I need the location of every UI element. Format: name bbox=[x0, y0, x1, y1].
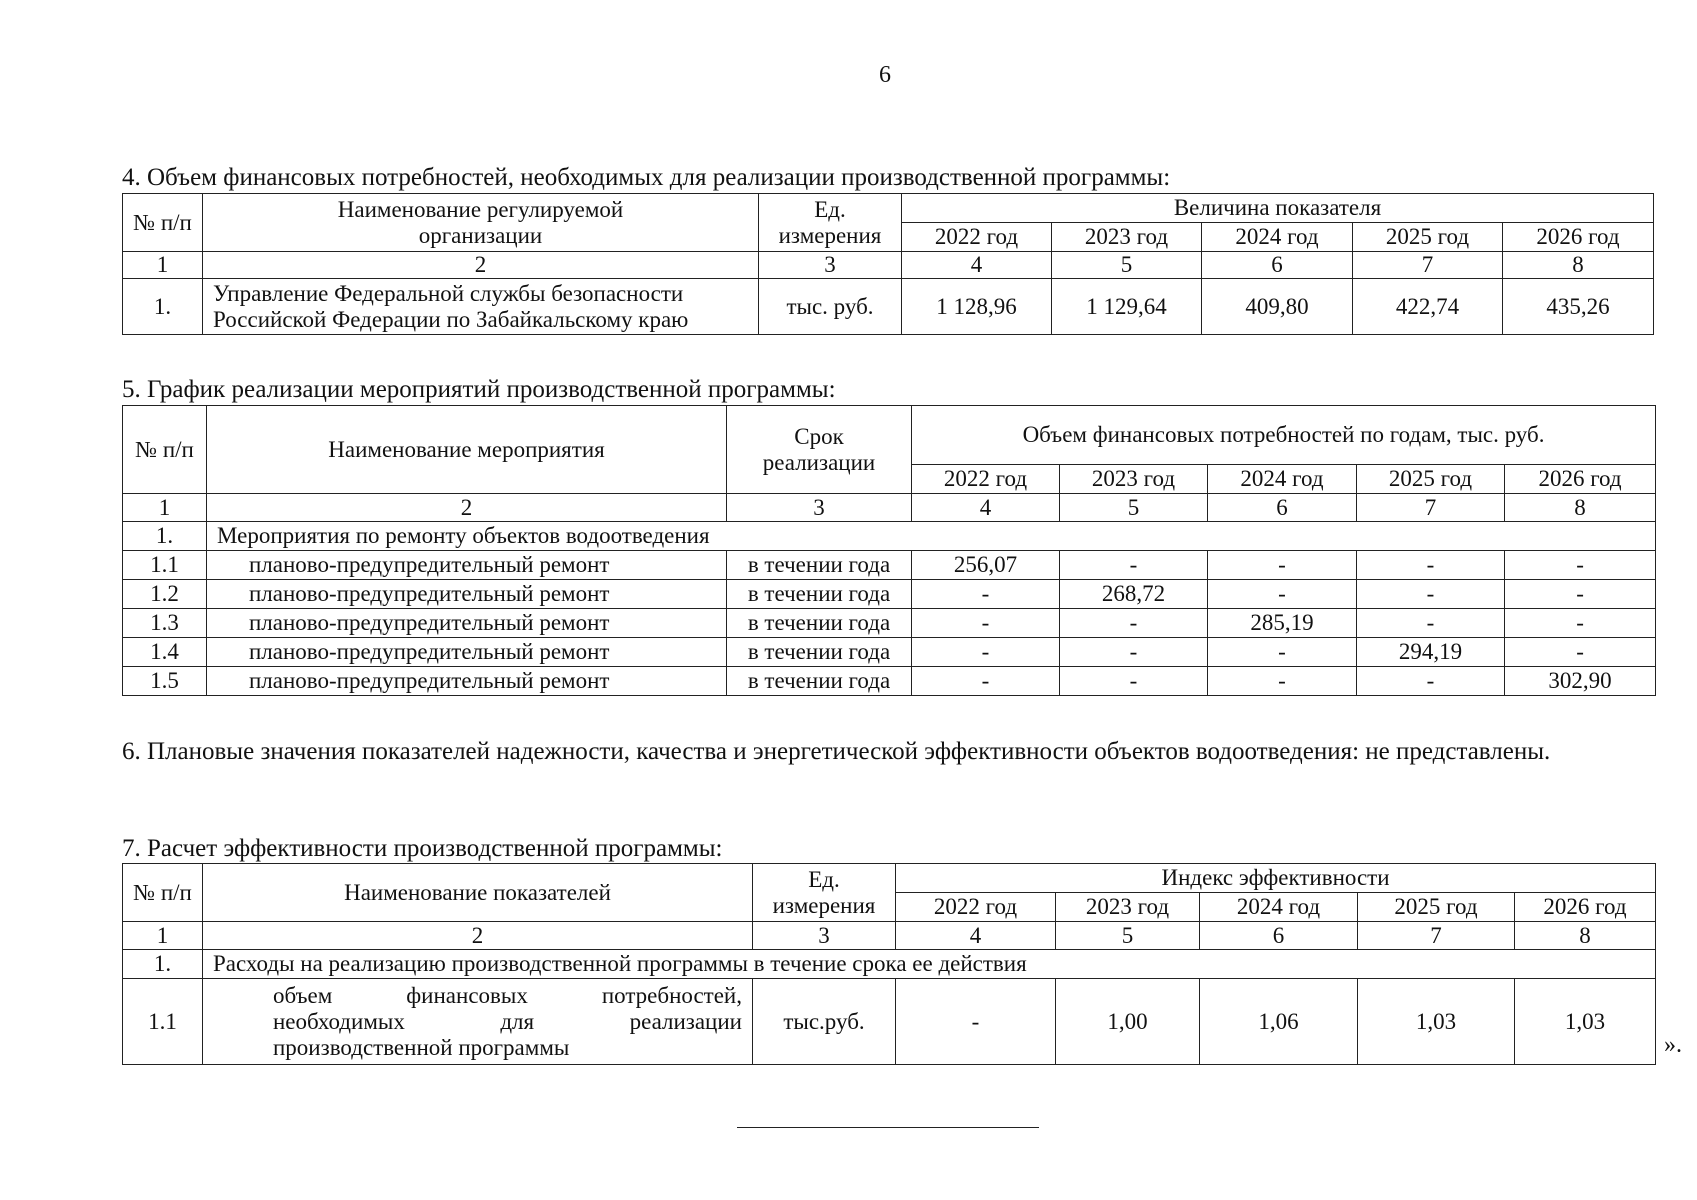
value-cell: 1,06 bbox=[1200, 979, 1358, 1065]
header-year: 2025 год bbox=[1358, 893, 1515, 922]
row-term: в течении года bbox=[727, 609, 912, 638]
table-row bbox=[123, 551, 1656, 580]
value-cell: - bbox=[1208, 638, 1357, 667]
header-unit: Ед. измерения bbox=[753, 864, 896, 922]
row-unit: тыс.руб. bbox=[753, 979, 896, 1065]
column-index: 7 bbox=[1353, 252, 1503, 279]
table-group-row bbox=[123, 522, 1656, 551]
page-number: 6 bbox=[879, 62, 891, 88]
column-index: 8 bbox=[1503, 252, 1654, 279]
value-cell: 285,19 bbox=[1208, 609, 1357, 638]
header-year: 2023 год bbox=[1060, 465, 1208, 494]
schedule-table bbox=[122, 405, 1656, 696]
header-activity: Наименование мероприятия bbox=[207, 406, 727, 494]
header-year: 2026 год bbox=[1515, 893, 1656, 922]
activity-name: планово-предупредительный ремонт bbox=[207, 551, 727, 580]
row-num: 1.4 bbox=[123, 638, 207, 667]
organization-name-line: Российской Федерации по Забайкальскому краю bbox=[213, 306, 689, 332]
column-index: 4 bbox=[912, 494, 1060, 522]
row-term: в течении года bbox=[727, 638, 912, 667]
value-cell: 302,90 bbox=[1505, 667, 1656, 696]
column-index: 6 bbox=[1202, 252, 1353, 279]
value-cell: - bbox=[912, 609, 1060, 638]
table-row bbox=[123, 279, 1654, 335]
column-index: 2 bbox=[207, 494, 727, 522]
value-cell: 268,72 bbox=[1060, 580, 1208, 609]
header-year: 2025 год bbox=[1357, 465, 1505, 494]
row-num: 1.1 bbox=[123, 551, 207, 580]
efficiency-table bbox=[122, 863, 1656, 1065]
column-index: 6 bbox=[1200, 922, 1358, 950]
column-index: 7 bbox=[1357, 494, 1505, 522]
row-term: в течении года bbox=[727, 551, 912, 580]
value-cell: - bbox=[1357, 551, 1505, 580]
header-year: 2023 год bbox=[1056, 893, 1200, 922]
activity-name: планово-предупредительный ремонт bbox=[207, 667, 727, 696]
column-index: 5 bbox=[1052, 252, 1202, 279]
row-term: в течении года bbox=[727, 667, 912, 696]
organization-name bbox=[203, 279, 759, 335]
value-cell: - bbox=[1060, 609, 1208, 638]
column-index: 1 bbox=[123, 494, 207, 522]
table-row bbox=[123, 580, 1656, 609]
row-num: 1.3 bbox=[123, 609, 207, 638]
row-unit: тыс. руб. bbox=[759, 279, 902, 335]
value-cell: - bbox=[1208, 551, 1357, 580]
value-cell: 1 129,64 bbox=[1052, 279, 1202, 335]
column-index: 7 bbox=[1358, 922, 1515, 950]
value-cell: - bbox=[1060, 667, 1208, 696]
value-cell: - bbox=[1060, 551, 1208, 580]
column-index: 8 bbox=[1505, 494, 1656, 522]
value-cell: - bbox=[1060, 638, 1208, 667]
header-year: 2023 год bbox=[1052, 223, 1202, 252]
table-group-row bbox=[123, 950, 1656, 979]
row-num: 1.5 bbox=[123, 667, 207, 696]
value-cell: 1,03 bbox=[1358, 979, 1515, 1065]
column-index: 2 bbox=[203, 252, 759, 279]
closing-quote-mark: ». bbox=[1664, 1032, 1682, 1058]
value-cell: 1,03 bbox=[1515, 979, 1656, 1065]
activity-name: планово-предупредительный ремонт bbox=[207, 609, 727, 638]
column-index: 2 bbox=[203, 922, 753, 950]
organization-name-line: Управление Федеральной службы безопасности bbox=[213, 280, 684, 306]
column-index: 5 bbox=[1056, 922, 1200, 950]
column-index: 8 bbox=[1515, 922, 1656, 950]
value-cell: 294,19 bbox=[1357, 638, 1505, 667]
header-financial-needs: Объем финансовых потребностей по годам, тыс. руб. bbox=[912, 406, 1656, 465]
column-index: 3 bbox=[753, 922, 896, 950]
column-index: 4 bbox=[896, 922, 1056, 950]
header-year: 2024 год bbox=[1200, 893, 1358, 922]
header-year: 2022 год bbox=[912, 465, 1060, 494]
indicator-name: объем финансовых потребностей, необходимых для реализации производственной программы bbox=[203, 979, 753, 1065]
section-6-paragraph: 6. Плановые значения показателей надежности, качества и энергетической эффективности объектов водоотведения: не представлены. bbox=[122, 738, 1551, 765]
value-cell: - bbox=[1208, 580, 1357, 609]
value-cell: 1 128,96 bbox=[902, 279, 1052, 335]
value-cell: - bbox=[1505, 551, 1656, 580]
header-year: 2022 год bbox=[902, 223, 1052, 252]
column-index: 1 bbox=[123, 252, 203, 279]
row-num: 1.1 bbox=[123, 979, 203, 1065]
value-cell: 409,80 bbox=[1202, 279, 1353, 335]
section-4-heading: 4. Объем финансовых потребностей, необходимых для реализации производственной программы: bbox=[122, 164, 1171, 191]
value-cell: - bbox=[1505, 580, 1656, 609]
header-year: 2026 год bbox=[1505, 465, 1656, 494]
header-efficiency-index: Индекс эффективности bbox=[896, 864, 1656, 893]
value-cell: 1,00 bbox=[1056, 979, 1200, 1065]
header-organization: Наименование регулируемой организации bbox=[203, 194, 759, 252]
table-row bbox=[123, 979, 1656, 1065]
header-unit: Ед. измерения bbox=[759, 194, 902, 252]
section-7-heading: 7. Расчет эффективности производственной программы: bbox=[122, 835, 723, 862]
header-num: № п/п bbox=[123, 864, 203, 922]
row-num: 1. bbox=[123, 522, 207, 551]
header-year: 2022 год bbox=[896, 893, 1056, 922]
column-index: 5 bbox=[1060, 494, 1208, 522]
header-year: 2026 год bbox=[1503, 223, 1654, 252]
value-cell: 435,26 bbox=[1503, 279, 1654, 335]
row-term: в течении года bbox=[727, 580, 912, 609]
row-num: 1. bbox=[123, 279, 203, 335]
value-cell: - bbox=[1357, 580, 1505, 609]
column-index: 6 bbox=[1208, 494, 1357, 522]
value-cell: - bbox=[1357, 609, 1505, 638]
activity-name: планово-предупредительный ремонт bbox=[207, 638, 727, 667]
header-year: 2024 год bbox=[1208, 465, 1357, 494]
value-cell: - bbox=[912, 638, 1060, 667]
header-indicator-value: Величина показателя bbox=[902, 194, 1654, 223]
header-indicators: Наименование показателей bbox=[203, 864, 753, 922]
row-num: 1. bbox=[123, 950, 203, 979]
value-cell: - bbox=[1505, 638, 1656, 667]
table-row bbox=[123, 667, 1656, 696]
group-label: Мероприятия по ремонту объектов водоотведения bbox=[207, 522, 1656, 551]
table-row bbox=[123, 609, 1656, 638]
row-num: 1.2 bbox=[123, 580, 207, 609]
section-5-heading: 5. График реализации мероприятий производственной программы: bbox=[122, 376, 836, 403]
group-label: Расходы на реализацию производственной программы в течение срока ее действия bbox=[203, 950, 1656, 979]
value-cell: - bbox=[1208, 667, 1357, 696]
header-year: 2025 год bbox=[1353, 223, 1503, 252]
column-index: 3 bbox=[759, 252, 902, 279]
value-cell: - bbox=[1357, 667, 1505, 696]
column-index: 1 bbox=[123, 922, 203, 950]
value-cell: 422,74 bbox=[1353, 279, 1503, 335]
column-index: 3 bbox=[727, 494, 912, 522]
header-num: № п/п bbox=[123, 194, 203, 252]
activity-name: планово-предупредительный ремонт bbox=[207, 580, 727, 609]
value-cell: - bbox=[912, 667, 1060, 696]
value-cell: - bbox=[896, 979, 1056, 1065]
header-num: № п/п bbox=[123, 406, 207, 494]
header-year: 2024 год bbox=[1202, 223, 1353, 252]
value-cell: - bbox=[1505, 609, 1656, 638]
value-cell: 256,07 bbox=[912, 551, 1060, 580]
footer-rule bbox=[737, 1127, 1039, 1128]
table-row bbox=[123, 638, 1656, 667]
column-index: 4 bbox=[902, 252, 1052, 279]
value-cell: - bbox=[912, 580, 1060, 609]
financial-needs-table bbox=[122, 193, 1654, 335]
header-term: Срок реализации bbox=[727, 406, 912, 494]
